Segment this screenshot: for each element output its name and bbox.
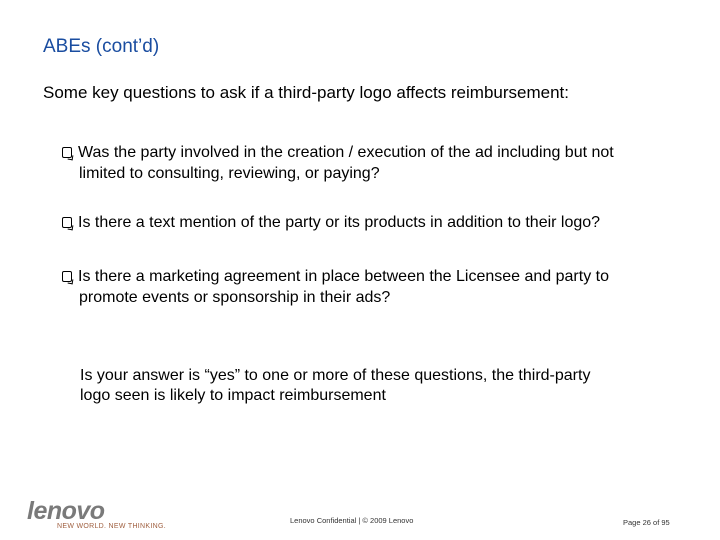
page-number: Page 26 of 95 <box>623 518 670 527</box>
bullet-1-line-2: limited to consulting, reviewing, or paying? <box>79 165 380 182</box>
answer-line-1: Is your answer is “yes” to one or more of these questions, the third-party <box>80 367 591 384</box>
answer-line-2: logo seen is likely to impact reimbursement <box>80 387 386 404</box>
logo-wordmark: lenovo <box>27 497 105 525</box>
checkbox-bullet-icon <box>62 271 72 282</box>
checkbox-bullet-icon <box>62 147 72 158</box>
bullet-item-2 <box>62 212 702 233</box>
bullet-1-line-1: Was the party involved in the creation / execution of the ad including but not <box>78 144 614 161</box>
checkbox-bullet-icon <box>62 217 72 228</box>
logo-tagline: NEW WORLD. NEW THINKING. <box>57 523 166 530</box>
footer-confidential: Lenovo Confidential | © 2009 Lenovo <box>290 516 414 525</box>
slide-title: ABEs (cont’d) <box>43 36 160 57</box>
bullet-item-3 <box>62 266 702 308</box>
bullet-2-line-1: Is there a text mention of the party or its products in addition to their logo? <box>78 214 601 231</box>
bullet-3-line-2: promote events or sponsorship in their ads? <box>79 289 391 306</box>
lenovo-logo <box>27 497 166 530</box>
bullet-3-line-1: Is there a marketing agreement in place between the Licensee and party to <box>78 268 609 285</box>
intro-text: Some key questions to ask if a third-party logo affects reimbursement: <box>43 83 569 102</box>
bullet-item-1 <box>62 142 702 184</box>
answer-paragraph <box>80 366 680 406</box>
